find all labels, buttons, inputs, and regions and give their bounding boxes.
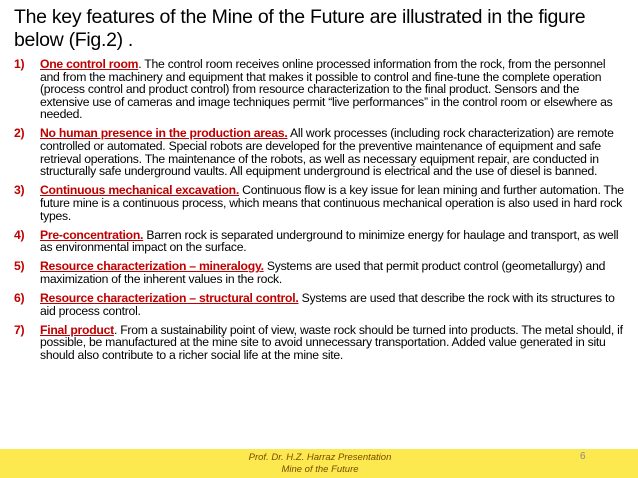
list-item [14, 184, 626, 222]
item-heading: One control room [40, 57, 139, 71]
feature-list [14, 58, 626, 368]
item-number: 6) [14, 291, 25, 305]
item-number: 2) [14, 126, 25, 141]
item-heading: No human presence in the production areas. [40, 126, 288, 141]
item-number: 3) [14, 183, 25, 198]
list-item [14, 229, 626, 254]
item-heading: Continuous mechanical excavation. [40, 183, 239, 198]
footer-topic: Mine of the Future [281, 464, 359, 475]
item-heading: Final product [40, 322, 114, 337]
item-text: . The control room receives online processed information from the rock, from the personnel and from the machinery and equipment that makes it possible to control and fine-tune the complete operation (process control and product control) from resource characterization to the final product. Sensors and the extensive use of cameras and image techniques permit “live performances” in the control room or elsewhere as needed. [40, 57, 613, 122]
list-item [14, 292, 626, 317]
item-text: . From a sustainability point of view, waste rock should be turned into products. The metal should, if possible, be manufactured at the mine site to avoid unnecessary transportation. Added value generated in situ should also contribute to a richer social life at the mine site. [40, 322, 623, 362]
item-number: 7) [14, 322, 25, 337]
item-text: Barren rock is separated underground to minimize energy for haulage and transport, as well as environmental impact on the surface. [40, 227, 619, 255]
list-item [14, 324, 626, 362]
item-heading: Resource characterization – mineralogy. [40, 259, 264, 274]
list-item [14, 58, 626, 121]
item-text: Systems are used that describe the rock with its structures to aid process control. [40, 291, 615, 318]
item-text: Systems are used that permit product control (geometallurgy) and maximization of the inherent values in the rock. [40, 259, 606, 286]
item-text: Continuous flow is a key issue for lean mining and further automation. The future mine is a continuous process, which means that continuous mechanical operation is also used in hard rock types. [40, 183, 624, 223]
list-item [14, 127, 626, 177]
slide-title: The key features of the Mine of the Future are illustrated in the figure below (Fig.2) . [14, 6, 586, 51]
item-number: 1) [14, 57, 25, 71]
list-item [14, 260, 626, 285]
item-number: 4) [14, 227, 25, 242]
item-heading: Pre-concentration. [40, 227, 144, 242]
footer-text [240, 452, 400, 476]
item-text: All work processes (including rock characterization) are remote controlled or automated. Special robots are developed for the preventive maintenance of equipment and safe retrieval operations. The maintenance of the robots, as well as necessary equipment repair, are conducted in structurally safe underground vaults. All equipment underground is electrical and the use of diesel is banned. [40, 126, 614, 179]
footer-bar [0, 449, 638, 478]
item-number: 5) [14, 259, 25, 274]
footer-presenter: Prof. Dr. H.Z. Harraz Presentation [248, 452, 392, 463]
page-number: 6 [580, 451, 586, 462]
item-heading: Resource characterization – structural control. [40, 291, 299, 305]
